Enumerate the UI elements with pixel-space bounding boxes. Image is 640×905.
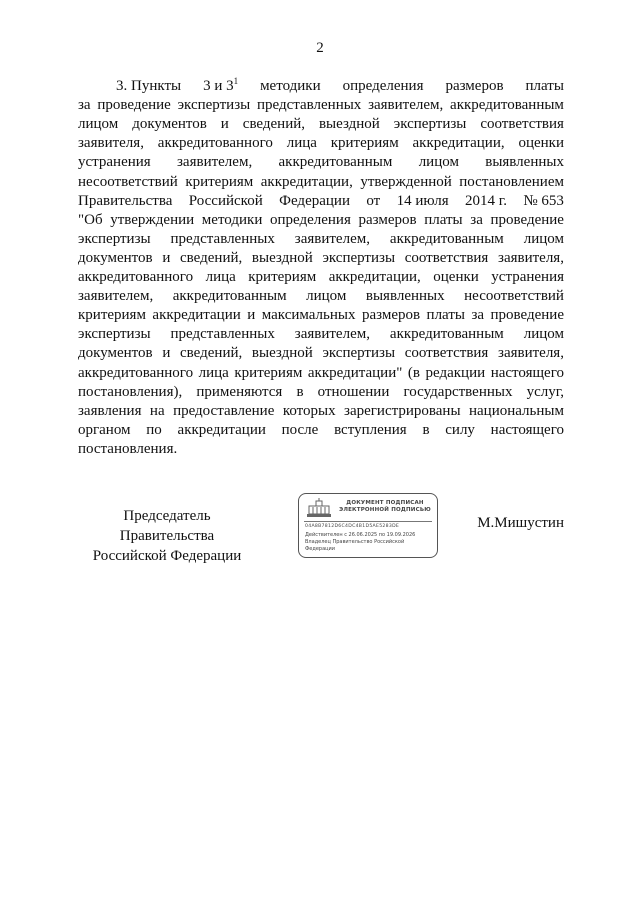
text-word: предоставление bbox=[173, 402, 275, 419]
text-word: экспертизы bbox=[177, 97, 251, 114]
text-word: постановлением bbox=[459, 173, 564, 190]
text-word: соответствия bbox=[404, 345, 489, 362]
stamp-heading-line2: ЭЛЕКТРОННОЙ ПОДПИСЬЮ bbox=[339, 507, 431, 513]
text-word: аккредитованного bbox=[157, 135, 273, 152]
text-word: аккредитации, bbox=[412, 135, 505, 152]
text-word: проведение bbox=[490, 211, 564, 228]
text-word: аккредитованным bbox=[278, 154, 393, 171]
text-word: отношении bbox=[317, 383, 390, 400]
text-word: и bbox=[162, 345, 171, 362]
text-word: экспертизы bbox=[78, 230, 151, 247]
text-word: экспертизы bbox=[78, 326, 151, 343]
text-word: оценки bbox=[518, 135, 564, 152]
text-word: аккредитованным bbox=[172, 288, 287, 305]
text-word: утверждении bbox=[110, 211, 195, 228]
text-word: лицом bbox=[523, 326, 564, 343]
text-line bbox=[78, 267, 564, 287]
text-word: несоответствий bbox=[78, 173, 178, 190]
text-word: "Об bbox=[78, 211, 103, 228]
text-word: зарегистрированы bbox=[344, 402, 461, 419]
text-word: аккредитации bbox=[177, 421, 266, 438]
stamp-heading bbox=[337, 500, 433, 514]
text-word: 14 июля bbox=[396, 192, 449, 209]
text-word: утвержденной bbox=[360, 173, 452, 190]
text-word: национальным bbox=[468, 402, 564, 419]
text-word: устранения bbox=[491, 269, 564, 285]
text-line bbox=[78, 305, 564, 325]
text-word: выездной bbox=[318, 116, 380, 133]
text-word: заявителем, bbox=[294, 326, 370, 343]
text-line bbox=[78, 229, 564, 249]
text-line bbox=[78, 343, 564, 363]
text-word: заявителя, bbox=[498, 345, 564, 362]
text-line bbox=[78, 248, 564, 268]
text-word: представленных bbox=[170, 326, 275, 343]
text-word: оценки bbox=[433, 269, 479, 285]
text-word: несоответствий bbox=[464, 288, 564, 305]
text-word: документов bbox=[78, 345, 153, 362]
text-word: № 653 bbox=[523, 192, 564, 209]
text-word: (в bbox=[407, 364, 420, 381]
signer-name: М.Мишустин bbox=[477, 515, 564, 531]
text-word: аккредитованного bbox=[78, 364, 194, 381]
text-word: документов bbox=[78, 249, 153, 266]
text-word: лицом bbox=[78, 116, 119, 133]
text-word: представленных bbox=[170, 230, 275, 247]
text-word: лица bbox=[198, 364, 229, 381]
text-word: заявления bbox=[78, 402, 142, 419]
text-word: государственных bbox=[403, 383, 513, 400]
text-word: настоящего bbox=[490, 421, 564, 438]
text-word: аккредитации" bbox=[307, 364, 403, 381]
text-word: на bbox=[149, 402, 165, 419]
text-line bbox=[78, 439, 564, 459]
text-word: от bbox=[366, 192, 381, 209]
text-word: за bbox=[470, 211, 483, 228]
text-word: редакции bbox=[425, 364, 486, 381]
text-word: органом bbox=[78, 421, 131, 438]
text-word: за bbox=[471, 307, 485, 324]
signatory-title bbox=[78, 506, 256, 566]
stamp-owner-line1: Владелец Правительство Российской bbox=[305, 539, 405, 545]
text-word: применяются bbox=[196, 383, 283, 400]
text-word: аккредитации, bbox=[260, 173, 353, 190]
text-word: которых bbox=[282, 402, 336, 419]
stamp-heading-line1: ДОКУМЕНТ ПОДПИСАН bbox=[346, 500, 424, 506]
text-line bbox=[78, 191, 564, 211]
stamp-divider bbox=[304, 521, 432, 522]
text-word: методики bbox=[260, 78, 321, 94]
text-word: платы bbox=[525, 78, 564, 94]
text-word: силу bbox=[445, 421, 475, 438]
text-word: аккредитованным bbox=[389, 326, 504, 343]
text-word: и bbox=[162, 249, 171, 266]
text-word-base: 3 и 3 bbox=[203, 78, 234, 94]
text-word: платы bbox=[426, 307, 465, 324]
text-word: заявителя, bbox=[498, 249, 564, 266]
text-word: размеров bbox=[361, 307, 421, 324]
signatory-title-line2: Российской Федерации bbox=[92, 548, 242, 564]
stamp-validity: Действителен с 26.06.2025 по 19.09.2026 bbox=[305, 532, 416, 538]
text-line bbox=[78, 133, 564, 153]
stamp-owner-line2: Федерации bbox=[305, 545, 336, 552]
text-word: в bbox=[296, 383, 304, 400]
signatory-title-line1: Председатель Правительства bbox=[119, 508, 215, 544]
text-word: определения bbox=[269, 211, 351, 228]
text-word: размеров bbox=[358, 211, 417, 228]
text-word: заявителем, bbox=[177, 154, 253, 171]
text-word: и bbox=[247, 307, 256, 324]
stamp-owner bbox=[305, 539, 404, 552]
government-building-icon bbox=[305, 498, 333, 520]
text-word: сведений, bbox=[180, 249, 243, 266]
text-word: лица bbox=[286, 135, 317, 152]
text-word: устранения bbox=[78, 154, 151, 171]
text-word: аккредитованным bbox=[450, 97, 564, 114]
text-word: постановления), bbox=[78, 383, 183, 400]
text-word: сведений, bbox=[242, 116, 306, 133]
text-word: и bbox=[220, 116, 229, 133]
text-word bbox=[203, 76, 238, 96]
text-word: лицом bbox=[418, 154, 459, 171]
text-word: экспертизы bbox=[393, 116, 467, 133]
text-word: вступления bbox=[334, 421, 407, 438]
text-word: заявителя, bbox=[78, 135, 144, 152]
text-word: услуг, bbox=[526, 383, 564, 400]
text-word: критериям bbox=[185, 173, 254, 190]
text-line bbox=[78, 363, 564, 383]
text-word: платы bbox=[424, 211, 463, 228]
text-word: экспертизы bbox=[322, 345, 396, 362]
text-word: сведений, bbox=[180, 345, 243, 362]
text-word: в bbox=[422, 421, 430, 438]
text-word: заявителем, bbox=[78, 288, 154, 305]
text-word: документов bbox=[132, 116, 207, 133]
text-word: заявителем, bbox=[294, 230, 370, 247]
text-word: соответствия bbox=[480, 116, 564, 133]
text-line bbox=[116, 76, 564, 96]
text-word: методики bbox=[201, 211, 263, 228]
text-line bbox=[78, 152, 564, 172]
text-word: выявленных bbox=[485, 154, 564, 171]
text-word: по bbox=[146, 421, 162, 438]
text-word: максимальных bbox=[261, 307, 356, 324]
text-word: после bbox=[281, 421, 319, 438]
text-word: соответствия bbox=[404, 249, 489, 266]
stamp-certificate: 04A8B7812D6C4DC4B1D5AE5283DE bbox=[305, 524, 400, 529]
text-word: определения bbox=[342, 78, 424, 94]
text-word: 3. Пункты bbox=[116, 78, 182, 94]
text-word: выявленных bbox=[365, 288, 445, 305]
text-word: аккредитации bbox=[152, 307, 241, 324]
text-word: размеров bbox=[445, 78, 504, 94]
page-number: 2 bbox=[316, 40, 324, 56]
electronic-signature-stamp bbox=[298, 493, 438, 558]
text-line bbox=[78, 172, 564, 192]
text-word: критериям bbox=[330, 135, 399, 152]
text-word: лицом bbox=[523, 230, 564, 247]
text-word: критериям bbox=[248, 269, 317, 285]
text-line bbox=[78, 401, 564, 421]
text-word: за bbox=[78, 97, 91, 114]
text-line bbox=[78, 286, 564, 306]
text-word: представленных bbox=[256, 97, 362, 114]
text-word: Федерации bbox=[279, 192, 350, 209]
superscript-mark: 1 bbox=[233, 76, 239, 86]
text-word: критериям bbox=[234, 364, 303, 381]
text-word: экспертизы bbox=[322, 249, 396, 266]
text-line bbox=[78, 420, 564, 440]
text-word: лицом bbox=[306, 288, 347, 305]
text-word: лица bbox=[205, 269, 236, 285]
text-line bbox=[78, 210, 564, 230]
text-line bbox=[78, 95, 564, 115]
text-word: аккредитации, bbox=[328, 269, 421, 285]
text-word: критериям bbox=[78, 307, 146, 324]
text-word: выездной bbox=[251, 345, 313, 362]
text-word: аккредитованного bbox=[78, 269, 194, 285]
text-word: Правительства bbox=[78, 192, 173, 209]
text-word: аккредитованным bbox=[389, 230, 504, 247]
text-word: Российской bbox=[188, 192, 263, 209]
text-word: 2014 г. bbox=[465, 192, 507, 209]
text-word: проведение bbox=[490, 307, 564, 324]
text-word: постановления. bbox=[78, 440, 178, 457]
text-line bbox=[78, 324, 564, 344]
text-word: проведение bbox=[97, 97, 171, 114]
text-word: выездной bbox=[251, 249, 313, 266]
text-line bbox=[78, 114, 564, 134]
text-line bbox=[78, 382, 564, 402]
text-word: заявителем, bbox=[368, 97, 444, 114]
text-word: настоящего bbox=[490, 364, 564, 381]
